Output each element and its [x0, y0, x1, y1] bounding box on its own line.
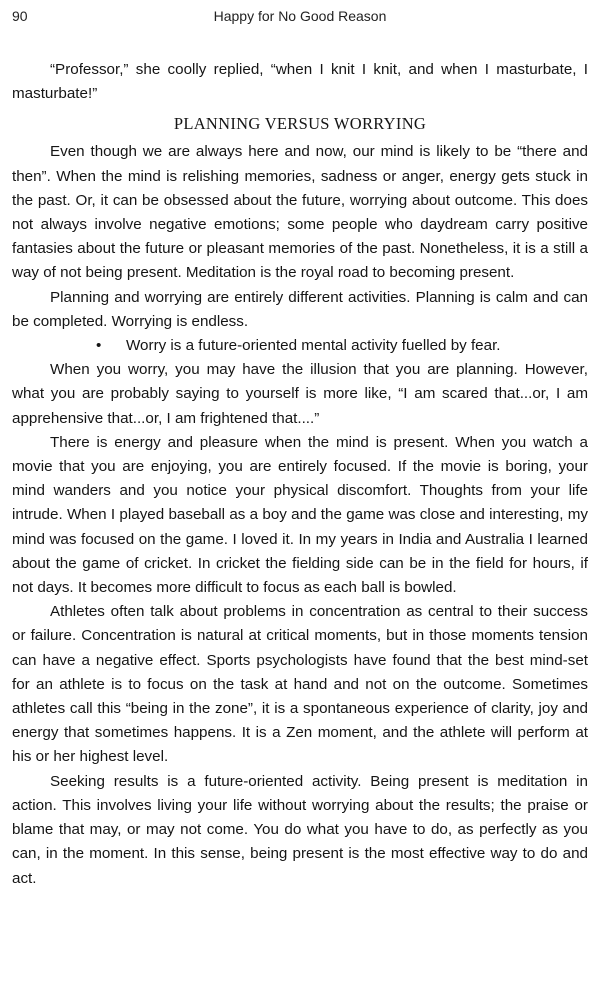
bullet-item	[12, 334, 588, 358]
page-body	[12, 58, 588, 891]
paragraph-quote: “Professor,” she coolly replied, “when I knit I knit, and when I masturbate, I masturbate!”	[12, 61, 588, 103]
paragraph-worry-illusion: When you worry, you may have the illusion that you are planning. However, what you are probably saying to yourself is more like, “I am scared that...or, I am apprehensive that...or, I am frightened that....”	[12, 361, 588, 427]
paragraph-planning-worrying: Planning and worrying are entirely different activities. Planning is calm and can be completed. Worrying is endless.	[12, 288, 588, 330]
running-head: Happy for No Good Reason	[213, 8, 387, 24]
paragraph-seeking-results: Seeking results is a future-oriented activity. Being present is meditation in action. This involves living your life without worrying about the results; the praise or blame that may, or may not come. You do what you have to do, as perfectly as you can, in the moment. In this sense, being present is the most effective way to do and act.	[12, 772, 588, 887]
page-header	[12, 8, 588, 30]
section-heading: PLANNING VERSUS WORRYING	[173, 114, 427, 134]
paragraph-energy-pleasure: There is energy and pleasure when the mind is present. When you watch a movie that you are enjoying, you are entirely focused. If the movie is boring, your mind wanders and you notice your physical discomfort. Thoughts from your life intrude. When I played baseball as a boy and the game was close and interesting, my mind was focused on the game. I loved it. In my years in India and Australia I learned about the game of cricket. In cricket the fielding side can be in the field for hours, if not days. It becomes more difficult to focus as each ball is bowled.	[12, 433, 588, 597]
page-number: 90	[12, 8, 28, 24]
paragraph-present-mind: Even though we are always here and now, our mind is likely to be “there and then”. When the mind is relishing memories, sadness or anger, energy gets stuck in the past. Or, it can be obsessed about the future, worrying about outcome. This does not always involve negative emotions; some people who daydream carry positive fantasies about the future or pleasant memories of the past. Nonetheless, it is a still a way of not being present. Meditation is the royal road to becoming present.	[12, 143, 588, 282]
bullet-icon: •	[96, 337, 102, 355]
bullet-text: Worry is a future-oriented mental activity fuelled by fear.	[126, 337, 501, 355]
paragraph-athletes: Athletes often talk about problems in concentration as central to their success or failure. Concentration is natural at critical moments, but in those moments tension can have a negative effect. Sports psychologists have found that the best mind-set for an athlete is to focus on the task at hand and not on the outcome. Sometimes athletes call this “being in the zone”, it is a spontaneous experience of clarity, joy and energy that sometimes happens. It is a Zen moment, and the athlete will perform at his or her highest level.	[12, 603, 588, 766]
